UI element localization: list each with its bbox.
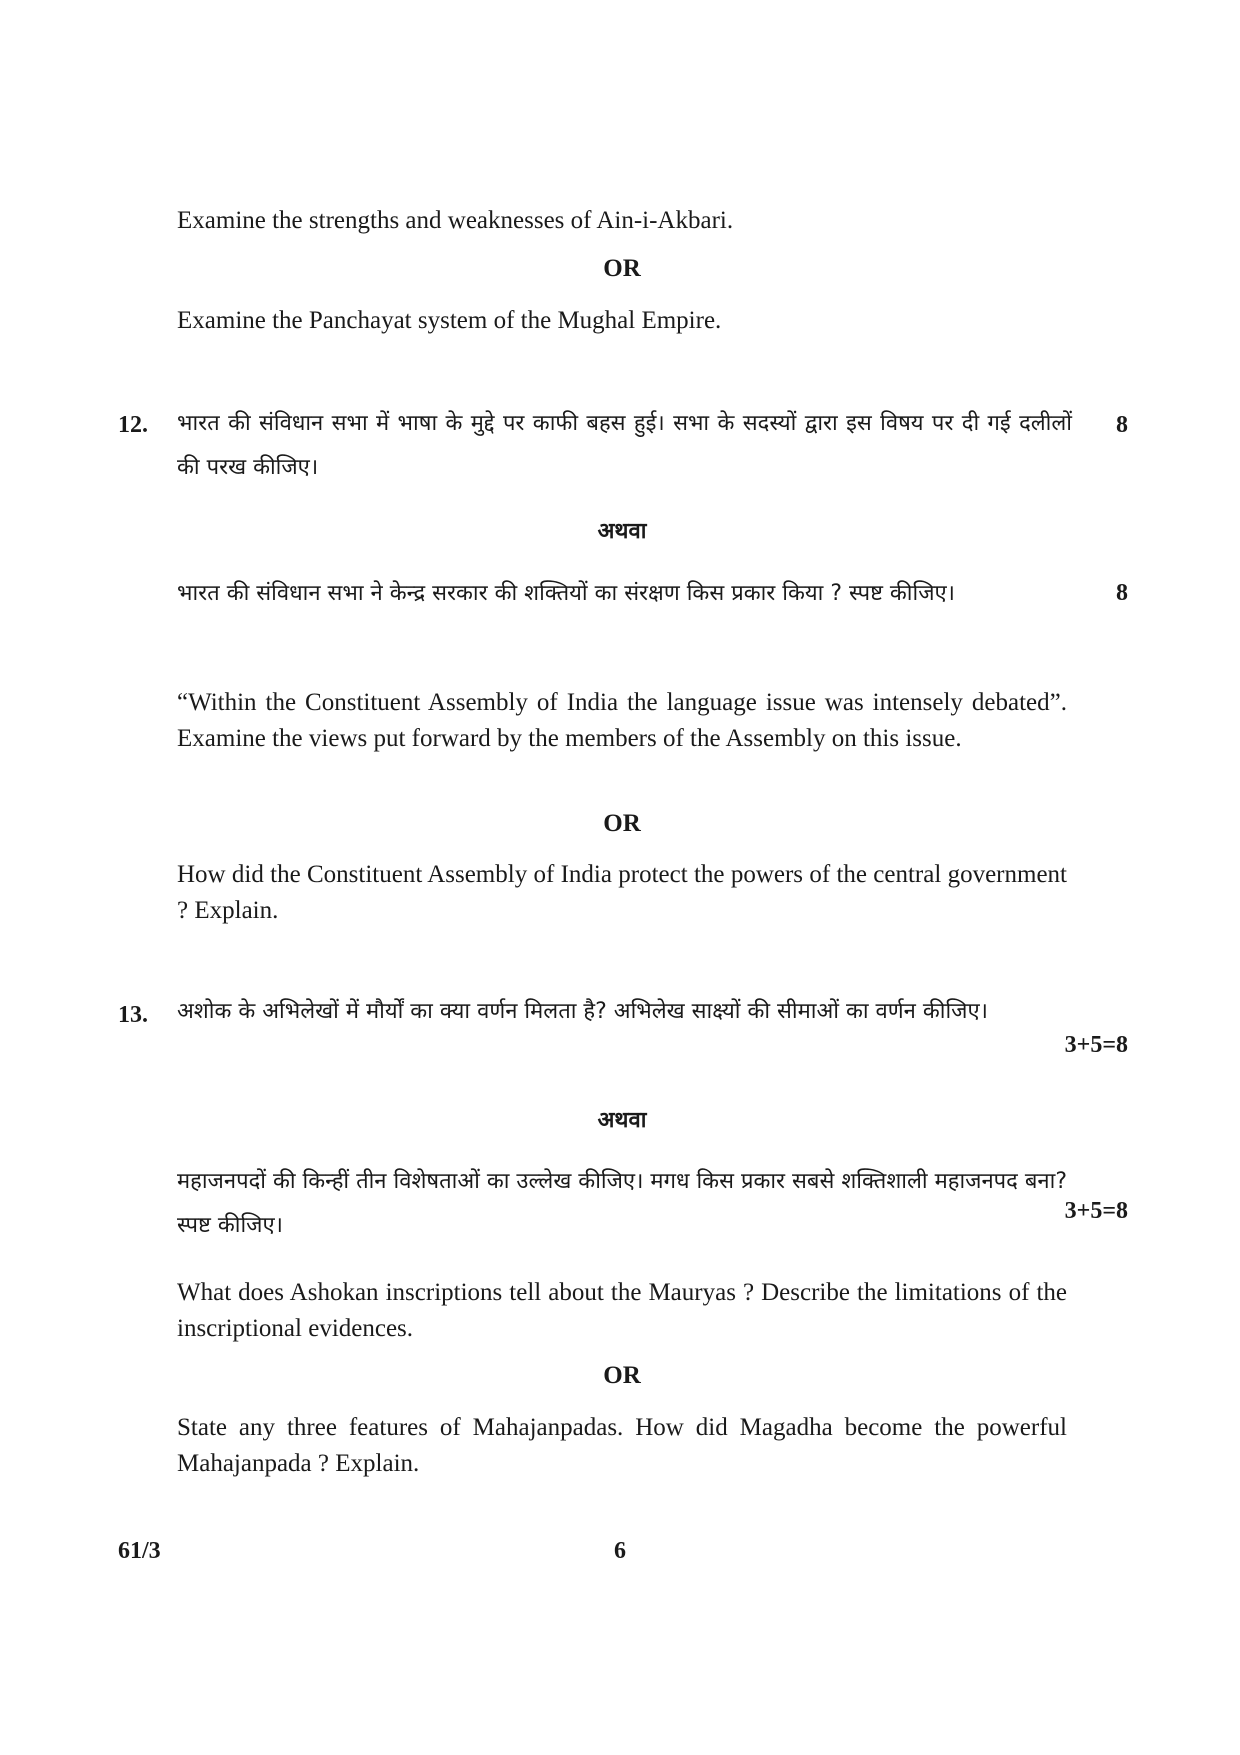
q13-english-alt-text: State any three features of Mahajanpadas. How did Magadha become the powerful Mahajanpada ? Explain. [177, 1414, 1067, 1477]
q13-hindi-alt-text: महाजनपदों की किन्हीं तीन विशेषताओं का उल्लेख कीजिए। मगध किस प्रकार सबसे शक्तिशाली महाजनपद बना? स्पष्ट कीजिए। [177, 1169, 1067, 1238]
q12-hindi-text: भारत की संविधान सभा में भाषा के मुद्दे पर काफी बहस हुई। सभा के सदस्यों द्वारा इस विषय पर दी गई दलीलों की परख कीजिए। [177, 411, 1072, 480]
q13-hindi-text: अशोक के अभिलेखों में मौर्यों का क्या वर्णन मिलता है? अभिलेख साक्ष्यों की सीमाओं का वर्णन कीजिए। [177, 999, 989, 1024]
q11-or-divider: OR [603, 255, 641, 282]
q12-hindi-or-divider: अथवा [597, 519, 647, 544]
q13-or-divider: OR [603, 1362, 641, 1389]
q13-number: 13. [118, 1002, 148, 1028]
q13-marks: 3+5=8 [1064, 1032, 1128, 1058]
q12-marks: 8 [1116, 412, 1128, 438]
q12-english-text: “Within the Constituent Assembly of India the language issue was intensely debated”. Examine the views put forward by the members of the Assembly on this issue. [177, 689, 1067, 752]
q11-english-text: Examine the strengths and weaknesses of Ain-i-Akbari. [177, 207, 734, 234]
paper-code: 61/3 [118, 1538, 161, 1564]
q11-english-alt-text: Examine the Panchayat system of the Mughal Empire. [177, 307, 722, 334]
page-number: 6 [614, 1538, 626, 1564]
q12-english-alt-text: How did the Constituent Assembly of India protect the powers of the central government ? Explain. [177, 861, 1067, 924]
q12-or-divider: OR [603, 810, 641, 837]
q12-hindi-alt-text: भारत की संविधान सभा ने केन्द्र सरकार की शक्तियों का संरक्षण किस प्रकार किया ? स्पष्ट कीजिए। [177, 581, 956, 606]
q13-alt-marks: 3+5=8 [1064, 1198, 1128, 1224]
q12-alt-marks: 8 [1116, 580, 1128, 606]
q13-english-text: What does Ashokan inscriptions tell about the Mauryas ? Describe the limitations of the inscriptional evidences. [177, 1279, 1067, 1342]
q13-hindi-or-divider: अथवा [597, 1108, 647, 1133]
q12-number: 12. [118, 412, 148, 438]
